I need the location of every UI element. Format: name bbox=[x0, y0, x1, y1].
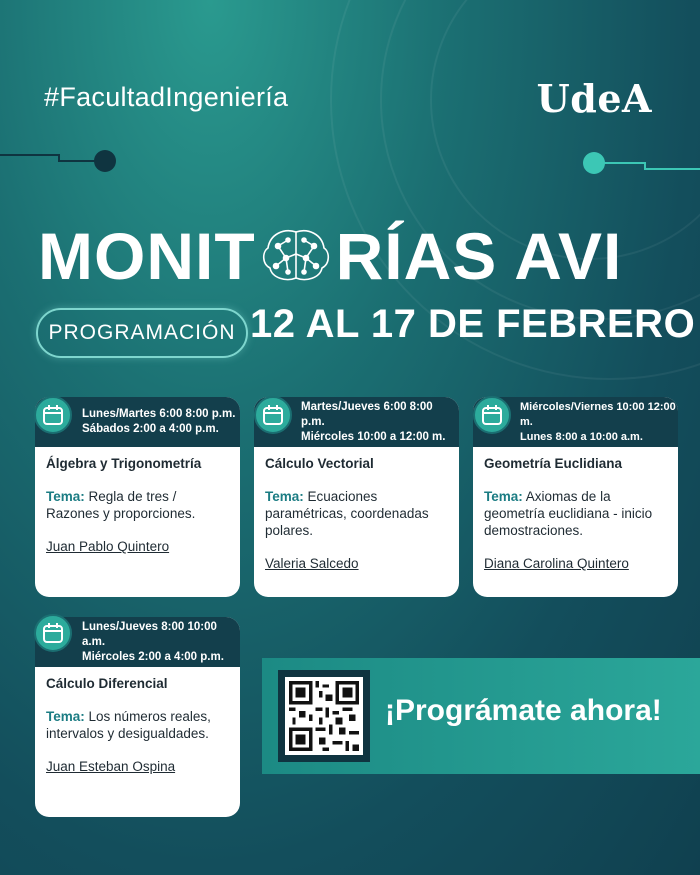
topic bbox=[46, 488, 229, 522]
udea-logo: UdeA bbox=[536, 76, 652, 121]
tutor-name: Diana Carolina Quintero bbox=[484, 556, 629, 571]
calendar-icon bbox=[473, 396, 511, 434]
hashtag: #FacultadIngeniería bbox=[44, 82, 289, 112]
programacion-pill: PROGRAMACIÓN bbox=[36, 308, 248, 358]
topic-text: Los números reales, intervalos y desigualdades. bbox=[46, 709, 211, 741]
qr-code-icon[interactable] bbox=[278, 670, 370, 762]
brain-circuit-icon bbox=[258, 224, 334, 288]
date-range: 12 AL 17 DE FEBRERO bbox=[250, 302, 696, 346]
topic bbox=[46, 708, 229, 742]
tutor-name: Valeria Salcedo bbox=[265, 556, 359, 571]
tutor-name: Juan Esteban Ospina bbox=[46, 759, 176, 774]
tutor-name: Juan Pablo Quintero bbox=[46, 539, 170, 554]
course-name: Geometría Euclidiana bbox=[484, 456, 623, 471]
calendar-icon bbox=[34, 614, 72, 652]
topic bbox=[265, 488, 448, 539]
topic-text: Regla de tres / Razones y proporciones. bbox=[46, 489, 196, 521]
topic-text: Axiomas de la geometría euclidiana - inicio demostraciones. bbox=[484, 489, 653, 538]
topic-text: Ecuaciones paramétricas, coordenadas polares. bbox=[265, 489, 429, 538]
topic-label: Tema: bbox=[46, 709, 85, 724]
schedule-line: Lunes/Martes 6:00 8:00 p.m. bbox=[82, 408, 236, 420]
course-name: Cálculo Diferencial bbox=[46, 676, 168, 691]
calendar-icon bbox=[254, 396, 292, 434]
schedule-line: Miércoles 10:00 a 12:00 m. bbox=[301, 430, 446, 443]
topic-label: Tema: bbox=[46, 489, 85, 504]
topic bbox=[484, 488, 667, 539]
schedule-line: Lunes 8:00 a 10:00 a.m. bbox=[520, 430, 643, 443]
schedule-line: Martes/Jueves 6:00 8:00 p.m. bbox=[301, 400, 433, 428]
topic-label: Tema: bbox=[265, 489, 304, 504]
cta-text: ¡Prográmate ahora! bbox=[385, 694, 662, 727]
title-part-1: MONIT bbox=[38, 219, 256, 293]
schedule-line: Miércoles 2:00 a 4:00 p.m. bbox=[82, 650, 224, 663]
course-name: Cálculo Vectorial bbox=[265, 456, 374, 471]
schedule-line: Miércoles/Viernes 10:00 12:00 m. bbox=[520, 400, 676, 428]
title-part-2: RÍAS AVI bbox=[335, 219, 623, 293]
page-title bbox=[38, 218, 658, 294]
schedule-line: Sábados 2:00 a 4:00 p.m. bbox=[82, 423, 219, 435]
schedule-line: Lunes/Jueves 8:00 10:00 a.m. bbox=[82, 620, 217, 648]
calendar-icon bbox=[34, 396, 72, 434]
course-name: Álgebra y Trigonometría bbox=[46, 456, 202, 471]
topic-label: Tema: bbox=[484, 489, 523, 504]
